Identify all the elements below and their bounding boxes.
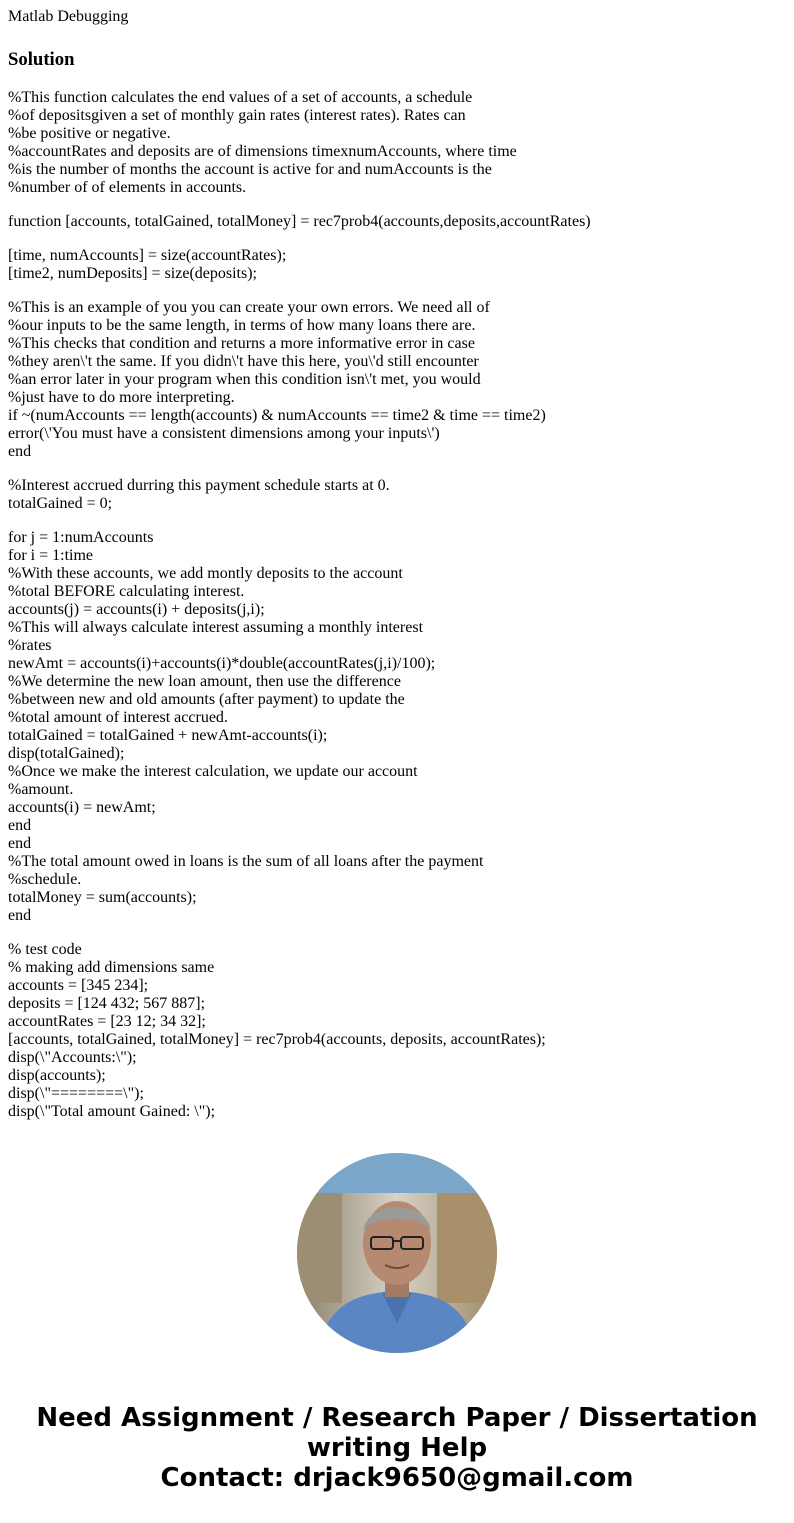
code-line: %The total amount owed in loans is the sum of all loans after the payment bbox=[8, 853, 484, 870]
code-line: %Interest accrued durring this payment schedule starts at 0. bbox=[8, 477, 390, 494]
promo-line-2: writing Help bbox=[306, 1433, 488, 1463]
code-line: %is the number of months the account is active for and numAccounts is the bbox=[8, 161, 492, 178]
code-line: for j = 1:numAccounts bbox=[8, 529, 154, 546]
promo-banner bbox=[0, 1403, 794, 1493]
code-line: [accounts, totalGained, totalMoney] = rec7prob4(accounts, deposits, accountRates); bbox=[8, 1031, 546, 1048]
code-line: newAmt = accounts(i)+accounts(i)*double(accountRates(j,i)/100); bbox=[8, 655, 436, 672]
code-line: %between new and old amounts (after payment) to update the bbox=[8, 691, 405, 708]
code-line: end bbox=[8, 835, 32, 852]
code-line bbox=[8, 461, 788, 477]
code-line bbox=[8, 925, 788, 941]
code-line: %just have to do more interpreting. bbox=[8, 389, 235, 406]
code-line: %amount. bbox=[8, 781, 74, 798]
code-line: accounts = [345 234]; bbox=[8, 977, 149, 994]
code-line: %our inputs to be the same length, in terms of how many loans there are. bbox=[8, 317, 476, 334]
code-line: end bbox=[8, 443, 32, 460]
code-line: end bbox=[8, 817, 32, 834]
promo-line-1: Need Assignment / Research Paper / Dissertation bbox=[36, 1403, 758, 1433]
code-line: %an error later in your program when this condition isn\'t met, you would bbox=[8, 371, 481, 388]
code-line: function [accounts, totalGained, totalMoney] = rec7prob4(accounts,deposits,accountRates) bbox=[8, 213, 591, 230]
code-line: %With these accounts, we add montly deposits to the account bbox=[8, 565, 403, 582]
code-line: error(\'You must have a consistent dimensions among your inputs\') bbox=[8, 425, 440, 442]
document-title: Matlab Debugging bbox=[8, 8, 129, 25]
code-line: %We determine the new loan amount, then use the difference bbox=[8, 673, 401, 690]
code-line: %number of of elements in accounts. bbox=[8, 179, 247, 196]
code-line: [time2, numDeposits] = size(deposits); bbox=[8, 265, 257, 282]
code-line: %This function calculates the end values of a set of accounts, a schedule bbox=[8, 89, 473, 106]
code-line: for i = 1:time bbox=[8, 547, 94, 564]
code-line: %total BEFORE calculating interest. bbox=[8, 583, 245, 600]
code-line: % making add dimensions same bbox=[8, 959, 215, 976]
solution-heading: Solution bbox=[8, 49, 75, 70]
code-line: end bbox=[8, 907, 32, 924]
code-line: %they aren\'t the same. If you didn\'t have this here, you\'d still encounter bbox=[8, 353, 479, 370]
code-line: %Once we make the interest calculation, we update our account bbox=[8, 763, 418, 780]
code-line: disp(accounts); bbox=[8, 1067, 106, 1084]
code-line bbox=[8, 283, 788, 299]
code-line: totalMoney = sum(accounts); bbox=[8, 889, 197, 906]
code-line: % test code bbox=[8, 941, 82, 958]
code-line: disp(totalGained); bbox=[8, 745, 125, 762]
code-line: %total amount of interest accrued. bbox=[8, 709, 228, 726]
code-line: %schedule. bbox=[8, 871, 82, 888]
code-line: totalGained = 0; bbox=[8, 495, 113, 512]
code-line: %accountRates and deposits are of dimensions timexnumAccounts, where time bbox=[8, 143, 517, 160]
code-line: %be positive or negative. bbox=[8, 125, 171, 142]
code-line: [time, numAccounts] = size(accountRates); bbox=[8, 247, 287, 264]
code-line bbox=[8, 197, 788, 213]
document bbox=[8, 0, 788, 1121]
promo-contact: Contact: drjack9650@gmail.com bbox=[160, 1463, 634, 1493]
code-line bbox=[8, 231, 788, 247]
code-line: %of depositsgiven a set of monthly gain rates (interest rates). Rates can bbox=[8, 107, 466, 124]
code-line: deposits = [124 432; 567 887]; bbox=[8, 995, 206, 1012]
code-line: accountRates = [23 12; 34 32]; bbox=[8, 1013, 206, 1030]
code-line: disp(\"========\"); bbox=[8, 1085, 144, 1102]
code-line: %This is an example of you you can create your own errors. We need all of bbox=[8, 299, 490, 316]
code-line: accounts(i) = newAmt; bbox=[8, 799, 156, 816]
code-line: %This will always calculate interest assuming a monthly interest bbox=[8, 619, 424, 636]
code-line bbox=[8, 513, 788, 529]
code-line: totalGained = totalGained + newAmt-accounts(i); bbox=[8, 727, 328, 744]
code-line: disp(\"Total amount Gained: \"); bbox=[8, 1103, 216, 1120]
code-line: disp(\"Accounts:\"); bbox=[8, 1049, 137, 1066]
code-line: %This checks that condition and returns a more informative error in case bbox=[8, 335, 475, 352]
code-block bbox=[8, 89, 788, 1121]
code-line: if ~(numAccounts == length(accounts) & numAccounts == time2 & time == time2) bbox=[8, 407, 546, 424]
author-photo bbox=[297, 1153, 497, 1353]
code-line: accounts(j) = accounts(i) + deposits(j,i); bbox=[8, 601, 265, 618]
code-line: %rates bbox=[8, 637, 52, 654]
author-photo-image bbox=[297, 1153, 497, 1353]
